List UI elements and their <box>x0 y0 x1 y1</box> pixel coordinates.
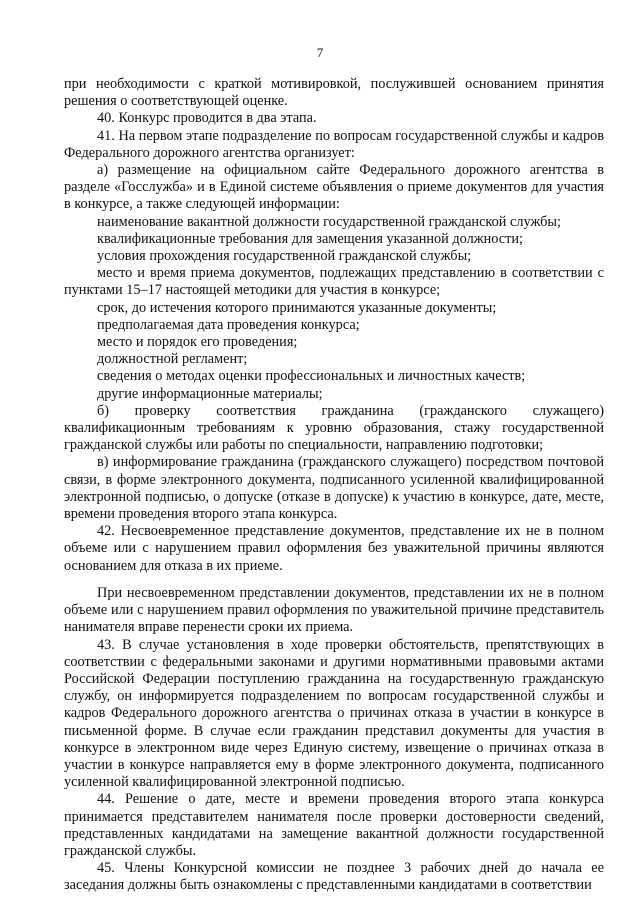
paragraph: предполагаемая дата проведения конкурса; <box>97 316 360 333</box>
paragraph: б) проверку соответствия гражданина (гражданского служащего) квалификационным требованиям к уровню образования, стажу государственной гражданской службы или работы по специальности, направлению подготовки; <box>64 402 604 454</box>
document-body <box>64 76 604 895</box>
paragraph: при необходимости с краткой мотивировкой, послужившей основанием принятия решения о соответствующей оценке. <box>64 76 604 110</box>
paragraph: место и время приема документов, подлежащих представлению в соответствии с пунктами 15–17 настоящей методики для участия в конкурсе; <box>64 265 604 299</box>
paragraph: 45. Члены Конкурсной комиссии не позднее 3 рабочих дней до начала ее заседания должны быть ознакомлены с представленными кандидатами в соответствии <box>64 860 604 894</box>
paragraph: 41. На первом этапе подразделение по вопросам государственной службы и кадров Федерального дорожного агентства организует: <box>64 127 604 161</box>
paragraph: сведения о методах оценки профессиональных и личностных качеств; <box>97 368 526 385</box>
paragraph: При несвоевременном представлении документов, представлении их не в полном объеме или с нарушением правил оформления по уважительной причине представитель нанимателя вправе перенести сроки их приема. <box>64 584 604 636</box>
paragraph: 44. Решение о дате, месте и времени проведения второго этапа конкурса принимается представителем нанимателя после проверки достоверности сведений, представленных кандидатами на замещение вакантной должности государственной гражданской службы. <box>64 791 604 859</box>
paragraph: должностной регламент; <box>97 351 248 368</box>
paragraph: наименование вакантной должности государственной гражданской службы; <box>97 213 561 230</box>
paragraph: срок, до истечения которого принимаются указанные документы; <box>97 299 497 316</box>
paragraph: 43. В случае установления в ходе проверки обстоятельств, препятствующих в соответствии с федеральными законами и другими нормативными правовыми актами Российской Федерации поступлению гражданина на государственную гражданскую службу, он информируется подразделением по вопросам государственной службы и кадров Федерального дорожного агентства о причинах отказа в участии в конкурсе в письменной форме. В случае если гражданин представил документы для участия в конкурсе в электронном виде через Единую систему, извещение о причинах отказа в участии в конкурсе направляется ему в форме электронного документа, подписанного усиленной квалифицированной электронной подписью. <box>64 636 604 791</box>
paragraph: квалификационные требования для замещения указанной должности; <box>97 230 523 247</box>
paragraph: 42. Несвоевременное представление документов, представление их не в полном объеме или с нарушением правил оформления без уважительной причины являются основанием для отказа в их приеме. <box>64 523 604 574</box>
paragraph: место и порядок его проведения; <box>97 334 298 351</box>
paragraph: условия прохождения государственной гражданской службы; <box>97 248 472 265</box>
page-number: 7 <box>316 45 324 60</box>
paragraph: в) информирование гражданина (гражданского служащего) посредством почтовой связи, в форме электронного документа, подписанного усиленной квалифицированной электронной подписью, о допуске (отказе в допуске) к участию в конкурсе, дате, месте, времени проведения второго этапа конкурса. <box>64 454 604 523</box>
paragraph: другие информационные материалы; <box>97 385 323 402</box>
paragraph: 40. Конкурс проводится в два этапа. <box>97 110 317 127</box>
paragraph: а) размещение на официальном сайте Федерального дорожного агентства в разделе «Госслужба» и в Единой системе объявления о приеме документов для участия в конкурсе, а также следующей информации: <box>64 162 604 213</box>
